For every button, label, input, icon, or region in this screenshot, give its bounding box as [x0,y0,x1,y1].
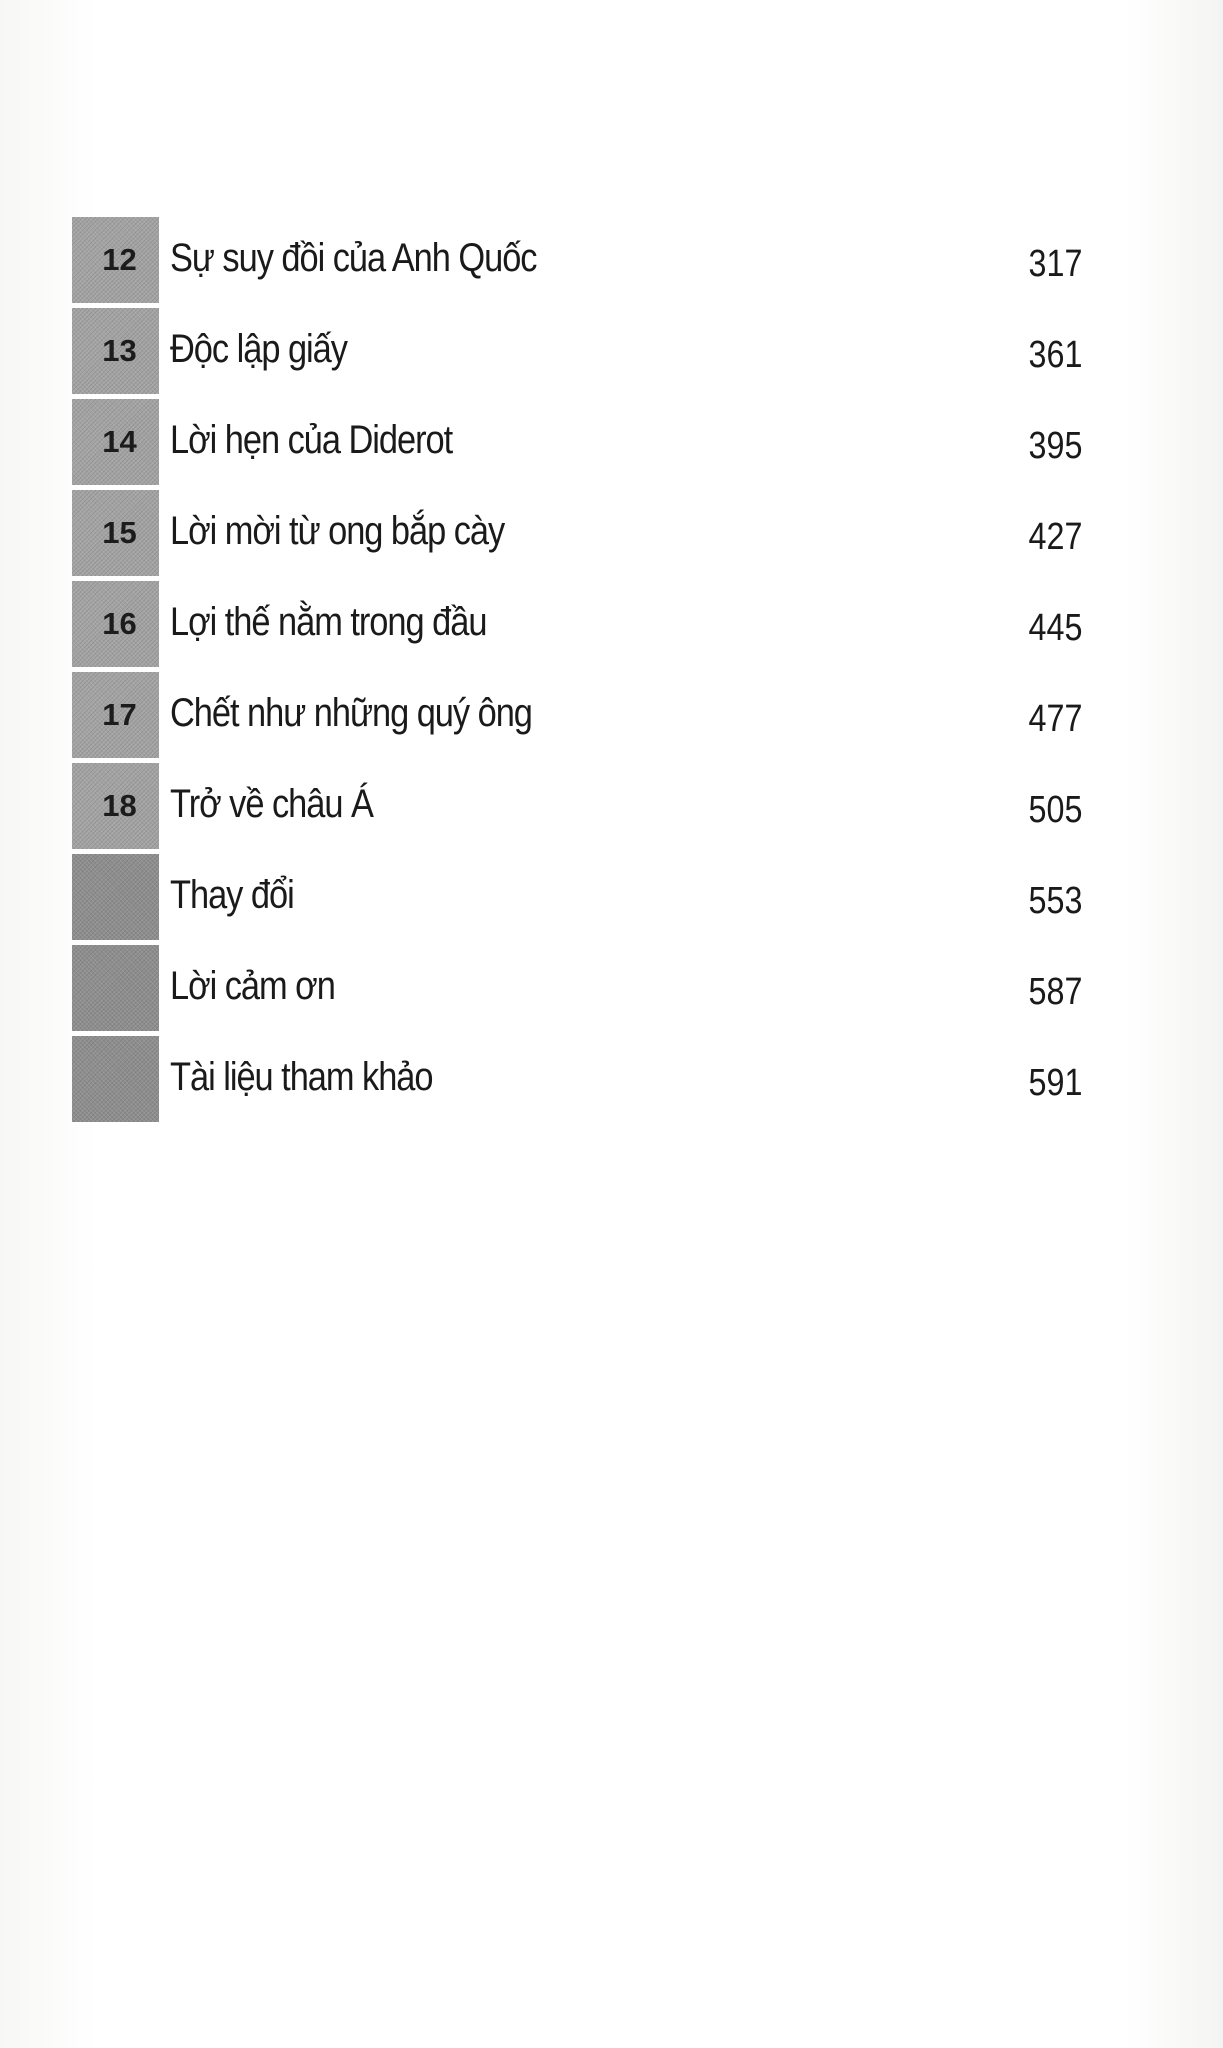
chapter-title: Độc lập giấy [170,327,347,371]
chapter-number-box: 13 [72,308,159,394]
chapter-page-number: 317 [1028,243,1082,285]
chapter-page-number: 427 [1028,516,1082,558]
toc-entry [72,488,1082,579]
chapter-number-box: 14 [72,399,159,485]
section-title: Lời cảm ơn [170,964,335,1008]
toc-entry [72,215,1082,306]
toc-entry [72,397,1082,488]
chapter-number-box: 12 [72,217,159,303]
chapter-number-box: 18 [72,763,159,849]
table-of-contents [72,215,1082,1125]
chapter-page-number: 445 [1028,607,1082,649]
chapter-page-number: 505 [1028,789,1082,831]
toc-entry [72,579,1082,670]
toc-entry [72,852,1082,943]
chapter-title: Trở về châu Á [170,782,373,826]
toc-entry [72,1034,1082,1125]
toc-entry [72,943,1082,1034]
section-marker-box [72,945,159,1031]
toc-entry [72,670,1082,761]
chapter-number-box: 16 [72,581,159,667]
section-page-number: 587 [1028,971,1082,1013]
chapter-page-number: 395 [1028,425,1082,467]
chapter-title: Sự suy đồi của Anh Quốc [170,236,537,280]
section-marker-box [72,1036,159,1122]
section-marker-box [72,854,159,940]
chapter-title: Chết như những quý ông [170,691,532,735]
section-title: Tài liệu tham khảo [170,1055,433,1099]
chapter-number-box: 17 [72,672,159,758]
chapter-title: Lợi thế nằm trong đầu [170,600,487,644]
chapter-title: Lời hẹn của Diderot [170,418,453,462]
section-page-number: 591 [1028,1062,1082,1104]
chapter-title: Lời mời từ ong bắp cày [170,509,505,553]
chapter-page-number: 477 [1028,698,1082,740]
chapter-number-box: 15 [72,490,159,576]
toc-entry [72,761,1082,852]
section-page-number: 553 [1028,880,1082,922]
chapter-page-number: 361 [1028,334,1082,376]
toc-entry [72,306,1082,397]
section-title: Thay đổi [170,873,294,917]
